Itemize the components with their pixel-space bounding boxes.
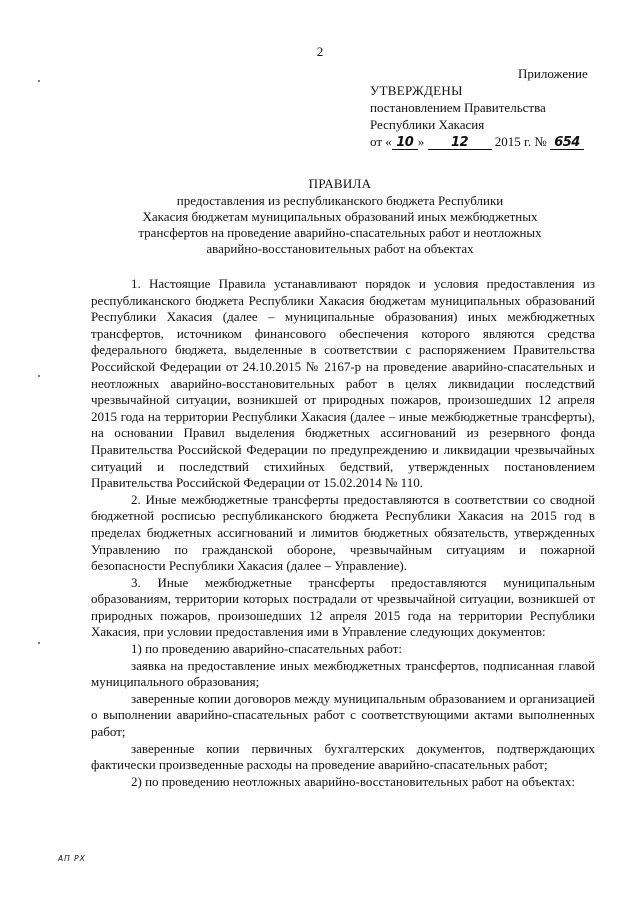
date-month: 12 <box>428 136 492 150</box>
scan-speck <box>38 642 40 644</box>
document-number: 654 <box>550 136 584 150</box>
scan-speck <box>38 80 40 82</box>
subitem-text: заверенные копии первичных бухгалтерских документов, подтверждающих фактически произведенные расходы на проведение аварийно-спасательных работ; <box>91 740 595 773</box>
approval-date-line <box>370 133 584 150</box>
date-mid: » <box>417 134 425 149</box>
date-day: 10 <box>392 136 418 150</box>
paragraph-2: 2. Иные межбюджетные трансферты предоставляются в соответствии со сводной бюджетной росписью республиканского бюджета Республики Хакасия на 2015 год в пределах бюджетных ассигнований и лимитов бюджетных обязательств, утвержденных Управлению по гражданской обороне, чрезвычайным ситуациям и пожарной безопасности Республики Хакасия (далее – Управление). <box>91 491 595 574</box>
appendix-label: Приложение <box>518 66 588 81</box>
rules-title-block <box>100 176 580 257</box>
scan-speck <box>38 375 40 377</box>
approval-block <box>370 82 584 150</box>
footer-mark: АП РХ <box>58 854 86 863</box>
paragraph-3: 3. Иные межбюджетные трансферты предоставляются муниципальным образованиям, территории которых пострадали от чрезвычайной ситуации, возникшей от природных пожаров, произошедших 12 апреля 2015 года на территории Республики Хакасия, при условии предоставления ими в Управление следующих документов: <box>91 574 595 640</box>
subtitle-line: предоставления из республиканского бюджета Республики <box>176 193 504 208</box>
approval-heading: УТВЕРЖДЕНЫ <box>370 83 463 98</box>
subitem-text: заверенные копии договоров между муниципальным образованием и организацией о выполнении аварийно-спасательных работ с соответствующими актами выполненных работ; <box>91 690 595 740</box>
subitem-text: заявка на предоставление иных межбюджетных трансфертов, подписанная главой муниципального образования; <box>91 657 595 690</box>
approval-line-2: Республики Хакасия <box>370 117 485 132</box>
subitem-2: 2) по проведению неотложных аварийно-восстановительных работ на объектах: <box>131 773 576 789</box>
paragraph-1: 1. Настоящие Правила устанавливают порядок и условия предоставления из республиканского бюджета Республики Хакасия бюджетам муниципальных образований Республики Хакасия (далее – муниципальные образования) иных межбюджетных трансфертов, источником финансового обеспечения которого являются средства федерального бюджета, выделенные в соответствии с распоряжением Правительства Российской Федерации от 24.10.2015 № 2167-р на проведение аварийно-спасательных и неотложных аварийно-восстановительных работ в целях ликвидации последствий чрезвычайной ситуации, возникшей от природных пожаров, произошедших 12 апреля 2015 года на территории Республики Хакасия (далее – иные межбюджетные трансферты), на основании Правил выделения бюджетных ассигнований из резервного фонда Правительства Российской Федерации по предупреждению и ликвидации чрезвычайных ситуаций и последствий стихийных бедствий, утвержденных постановлением Правительства Российской Федерации от 15.02.2014 № 110. <box>91 276 595 491</box>
rules-heading: ПРАВИЛА <box>308 176 372 191</box>
subitem-1: 1) по проведению аварийно-спасательных работ: <box>131 641 403 657</box>
subtitle-line: трансфертов на проведение аварийно-спасательных работ и неотложных <box>138 225 542 240</box>
date-prefix: от « <box>370 134 392 149</box>
subtitle-line: Хакасия бюджетам муниципальных образований иных межбюджетных <box>142 209 538 224</box>
date-year: 2015 г. № <box>494 134 547 149</box>
page-number: 2 <box>316 44 324 59</box>
subtitle-line: аварийно-восстановительных работ на объектах <box>206 241 474 256</box>
approval-line-1: постановлением Правительства <box>370 100 546 115</box>
rules-body <box>91 276 595 790</box>
